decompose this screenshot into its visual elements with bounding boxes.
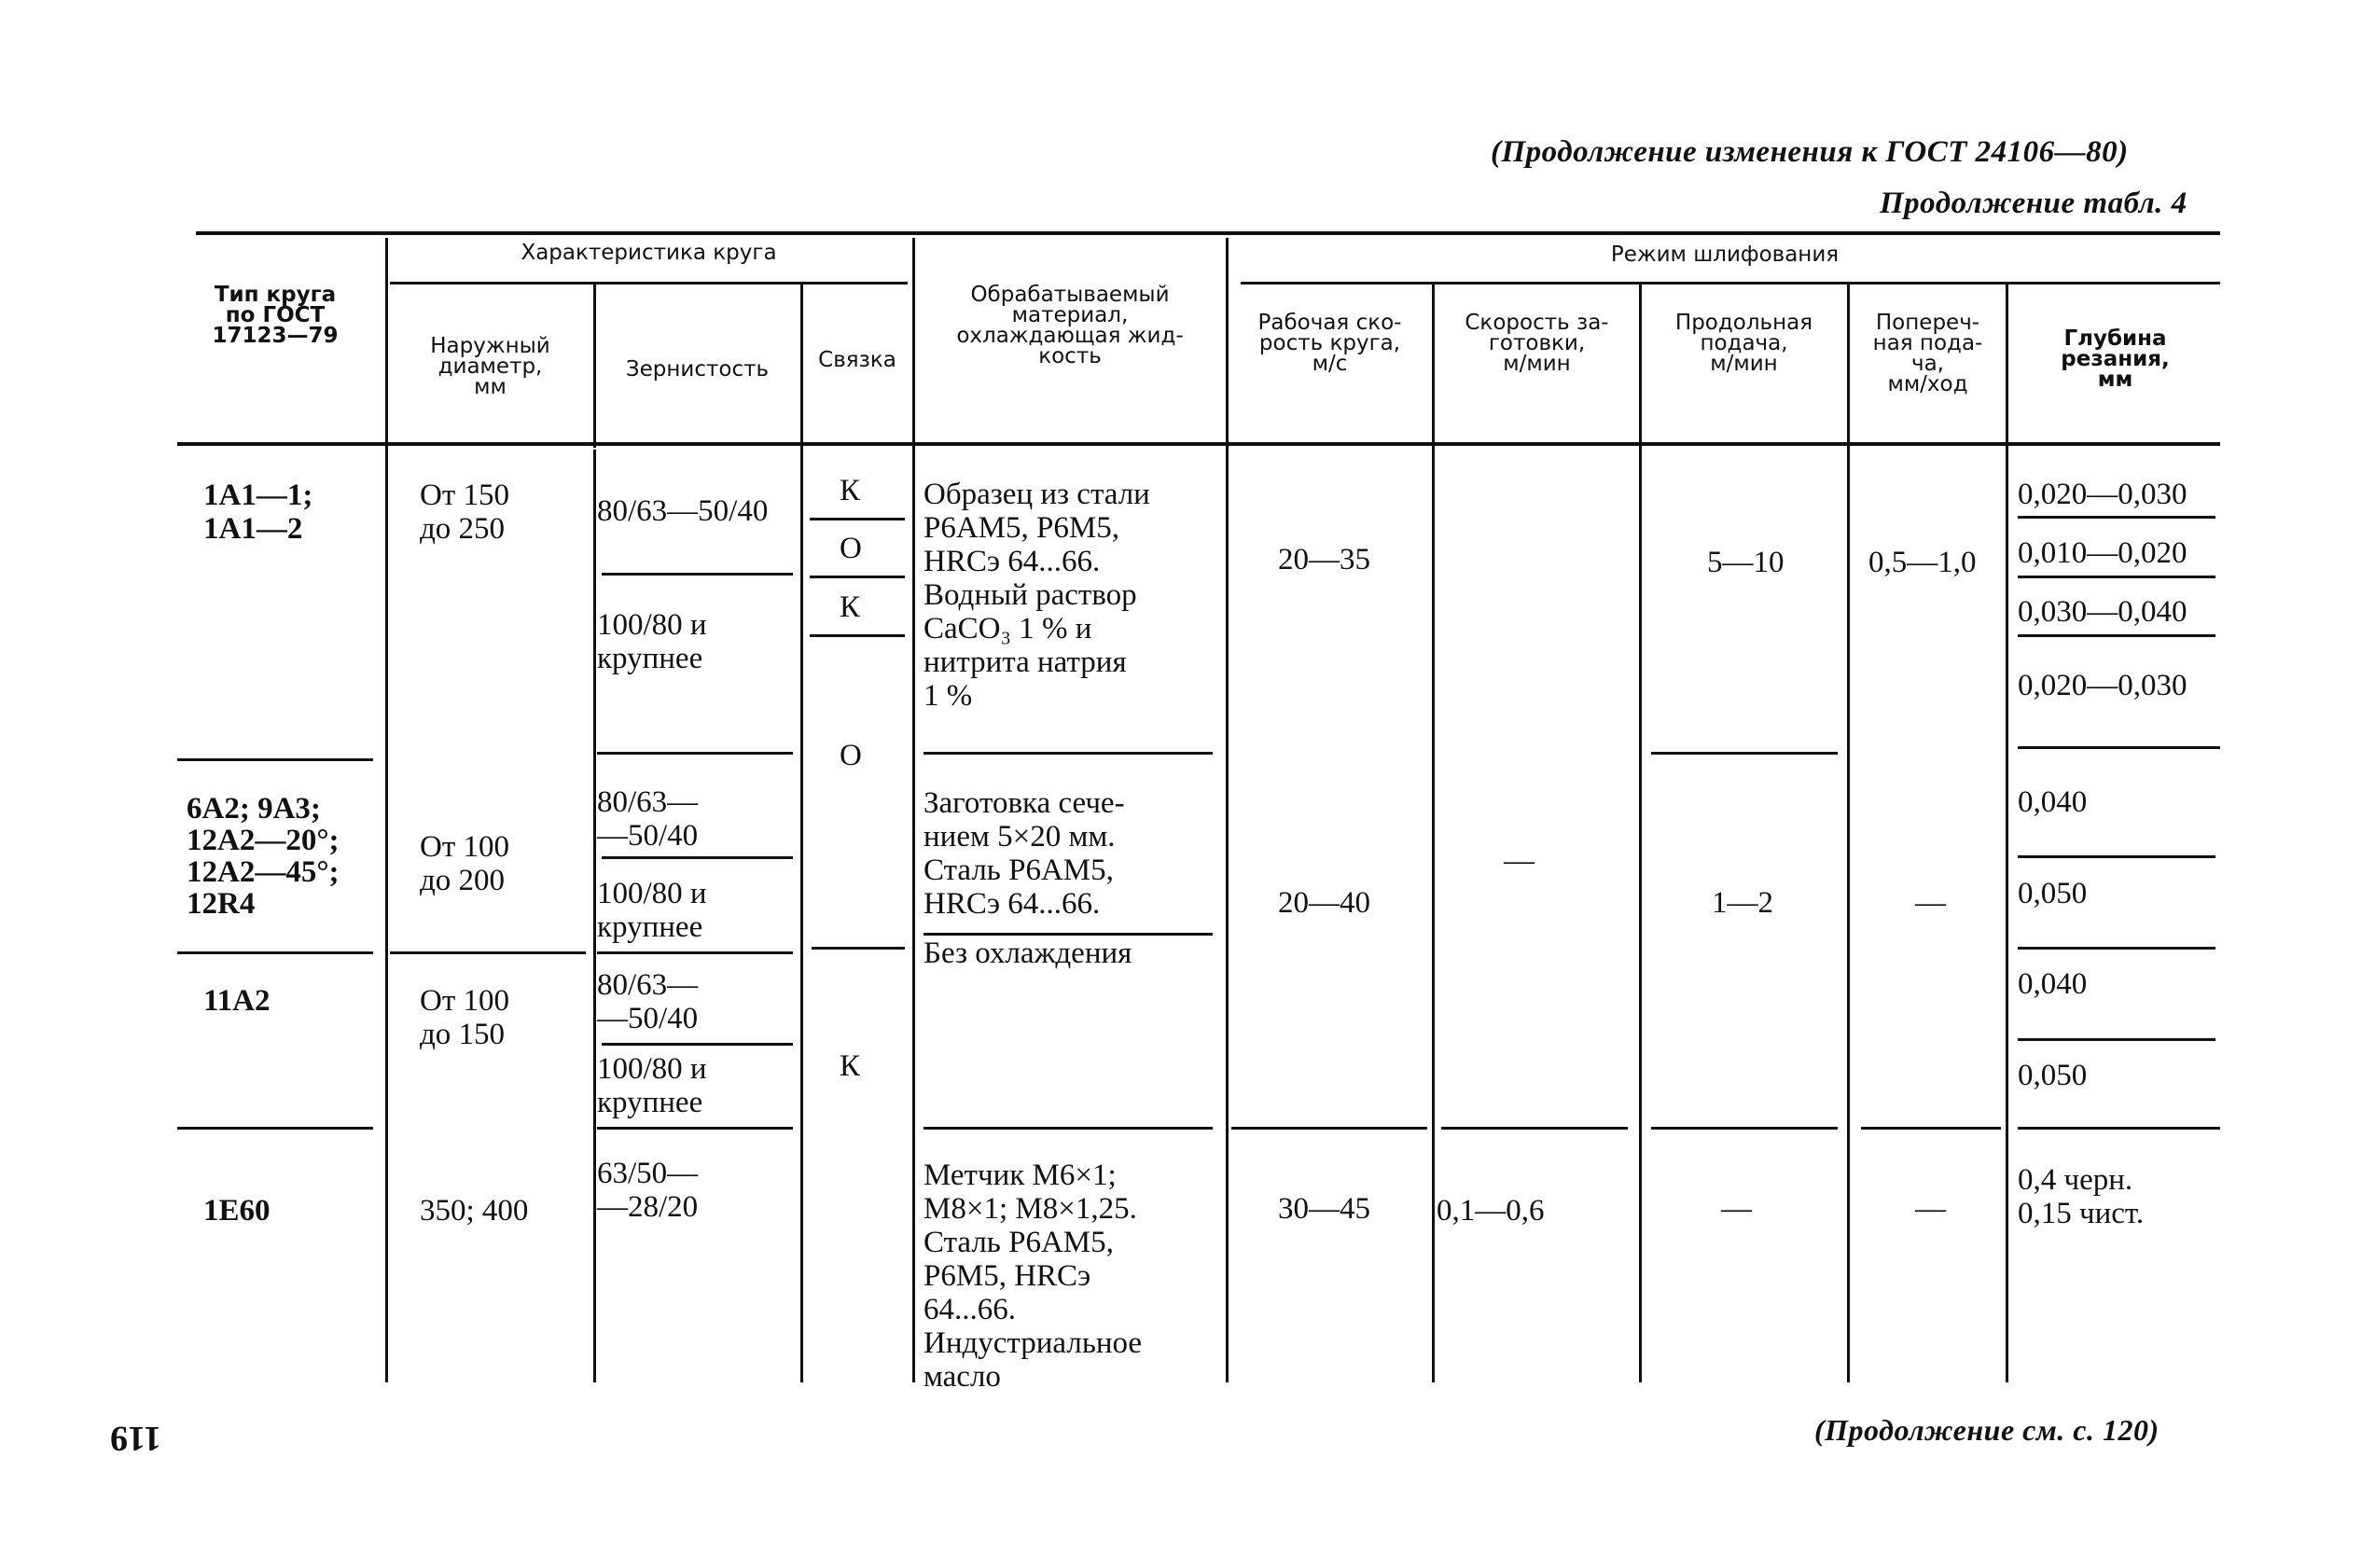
row-separator-3-grain (597, 1127, 793, 1130)
row-separator-3-material (924, 1127, 1213, 1130)
depth-subrule-1 (2018, 516, 2215, 519)
col-header-grain: Зернистость (625, 357, 770, 382)
row1-diameter: От 150 до 250 (420, 479, 510, 546)
row-separator-3-depth (2018, 1127, 2220, 1130)
row3-grain-2: 100/80 и крупнее (597, 1052, 707, 1119)
row-separator-1-depth (2018, 746, 2220, 749)
bond-subrule-3 (810, 634, 905, 637)
row4-cross-feed: — (1915, 1192, 1946, 1226)
row4-depth: 0,4 черн. 0,15 чист. (2018, 1163, 2145, 1230)
col-header-bond: Связка (818, 348, 896, 372)
row4-type: 1Е60 (203, 1194, 271, 1228)
row2-grain-2: 100/80 и крупнее (597, 877, 707, 944)
row2-type: 6А2; 9А3; 12А2—20°; 12А2—45°; 12R4 (187, 792, 340, 921)
depth-subrule-2 (2018, 576, 2215, 578)
row2-work-speed: — (1504, 844, 1535, 878)
row3-bond: К (840, 1049, 861, 1083)
grain-subrule-1 (602, 573, 793, 576)
table-label: Продолжение табл. 4 (1880, 187, 2187, 220)
row2-wheel-speed: 20—40 (1278, 886, 1370, 920)
bond-subrule-1 (810, 518, 905, 520)
group-rule-left (390, 282, 908, 284)
row1-bond-2: О (840, 532, 862, 565)
row1-wheel-speed: 20—35 (1278, 543, 1370, 576)
footer-continuation: (Продолжение см. с. 120) (1814, 1413, 2160, 1447)
bond-subrule-2 (810, 576, 905, 578)
depth-subrule-3 (2018, 634, 2215, 637)
row3-depth-2: 0,050 (2018, 1059, 2088, 1092)
col-rule-3 (800, 284, 803, 1382)
col-rule-2 (593, 284, 596, 448)
continuation-header: (Продолжение изменения к ГОСТ 24106—80) (1491, 135, 2129, 169)
row2-depth-2: 0,050 (2018, 877, 2088, 910)
table-top-rule (196, 231, 2220, 235)
col-header-wheel-speed: Рабочая ско- рость круга, м/с (1257, 311, 1402, 376)
page-number: 119 (110, 1419, 161, 1458)
row-separator-1-material (924, 752, 1213, 755)
col-header-diameter: Наружный диаметр, мм (430, 334, 550, 399)
col-rule-4 (912, 238, 915, 1382)
row1-grain-2: 100/80 и крупнее (597, 608, 707, 675)
col-rule-1 (385, 238, 388, 451)
row-separator-3-cross (1861, 1127, 2001, 1130)
row2-material: Заготовка сече- нием 5×20 мм. Сталь Р6АМ5, HRCэ 64...66. (924, 786, 1125, 921)
depth-subrule-4 (2018, 855, 2215, 858)
row2-cross-feed: — (1915, 886, 1946, 920)
header-bottom-rule (177, 442, 2220, 446)
row3-grain-1: 80/63— —50/40 (597, 968, 699, 1035)
col-rule-5 (1226, 238, 1229, 1382)
row-separator-1 (177, 758, 373, 761)
group-rule-right (1241, 282, 2220, 284)
row-separator-3 (177, 1127, 373, 1130)
row1-depth-4: 0,020—0,030 (2018, 669, 2187, 702)
col-header-wheel-group: Характеристика круга (521, 241, 777, 265)
row4-material: Метчик М6×1; М8×1; М8×1,25. Сталь Р6АМ5, Р6М5, HRCэ 64...66. Индустриальное масло (924, 1159, 1143, 1394)
row-separator-2-grain (597, 951, 793, 954)
row1-grain-1: 80/63—50/40 (597, 494, 769, 528)
row3-diameter: От 100 до 150 (420, 984, 510, 1051)
row1-material: Образец из стали Р6АМ5, Р6М5, HRCэ 64...66. Водный раствор CaCO₃ 1 % и нитрита натрия 1 % (924, 478, 1150, 713)
row1-depth-1: 0,020—0,030 (2018, 478, 2187, 511)
col-rule-2b (593, 450, 596, 1382)
row1-bond-3: К (840, 590, 861, 624)
row2-depth-1: 0,040 (2018, 785, 2088, 819)
col-rule-9 (2006, 284, 2008, 1382)
row-separator-1-grain (597, 752, 793, 755)
material-subrule-1 (924, 933, 1213, 936)
depth-subrule-6 (2018, 1038, 2215, 1041)
col-rule-6 (1432, 284, 1435, 1382)
grain-subrule-3 (602, 1043, 793, 1046)
depth-subrule-5 (2018, 947, 2215, 950)
row-separator-3-speed (1231, 1127, 1427, 1130)
row1-cross-feed: 0,5—1,0 (1868, 546, 1977, 579)
row2-diameter: От 100 до 200 (420, 830, 510, 897)
row3-type: 11А2 (203, 984, 271, 1018)
col-header-material: Обрабатываемый материал, охлаждающая жид- кость (956, 283, 1184, 368)
col-header-depth: Глубина резания, мм (2061, 326, 2170, 392)
col-header-type: Тип круга по ГОСТ 17123—79 (212, 283, 339, 348)
row4-diameter: 350; 400 (420, 1194, 529, 1228)
row2-material-note: Без охлаждения (924, 937, 1132, 970)
row4-grain: 63/50— —28/20 (597, 1157, 699, 1224)
row-separator-2 (177, 951, 373, 954)
row1-depth-3: 0,030—0,040 (2018, 595, 2187, 629)
row1-bond-4: О (840, 739, 862, 772)
row-separator-1-feed (1651, 752, 1838, 755)
col-header-mode-group: Режим шлифования (1610, 243, 1840, 267)
row1-depth-2: 0,010—0,020 (2018, 536, 2187, 570)
row1-bond-1: К (840, 474, 861, 507)
row2-long-feed: 1—2 (1712, 886, 1773, 920)
col-rule-1b (385, 450, 388, 1382)
col-header-long-feed: Продольная подача, м/мин (1674, 311, 1813, 376)
row-separator-2-diam (390, 951, 586, 954)
row4-wheel-speed: 30—45 (1278, 1192, 1370, 1226)
row-separator-3-feed (1651, 1127, 1838, 1130)
row4-long-feed: — (1721, 1192, 1752, 1226)
col-header-work-speed: Скорость за- готовки, м/мин (1465, 311, 1609, 376)
row-separator-2-bond (812, 947, 905, 950)
grain-subrule-2 (602, 856, 793, 859)
row-separator-3-work (1441, 1127, 1628, 1130)
col-rule-8 (1847, 284, 1850, 1382)
col-header-cross-feed: Попереч- ная пода- ча, мм/ход (1872, 311, 1983, 396)
row2-grain-1: 80/63— —50/40 (597, 785, 699, 853)
row1-type: 1А1—1; 1А1—2 (203, 479, 313, 546)
col-rule-7 (1639, 284, 1642, 1382)
row3-depth-1: 0,040 (2018, 967, 2088, 1001)
row4-work-speed: 0,1—0,6 (1437, 1194, 1545, 1228)
row1-long-feed: 5—10 (1707, 546, 1785, 579)
